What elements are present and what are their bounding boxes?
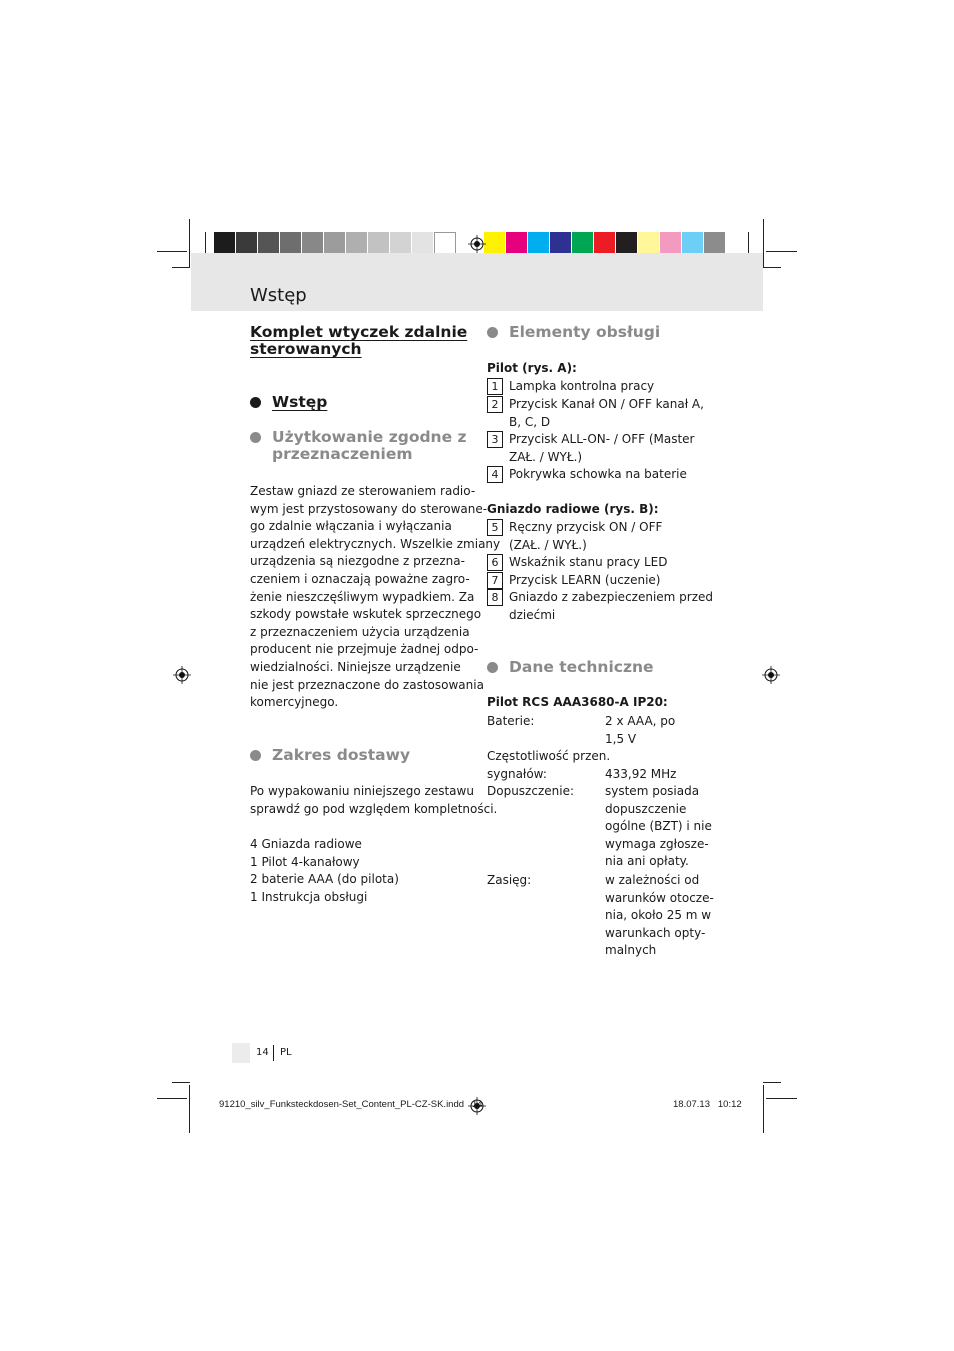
gray-swatch — [412, 232, 434, 255]
language-code: PL — [280, 1047, 292, 1058]
item-number: 3 — [487, 431, 503, 448]
footer-divider — [273, 1045, 274, 1061]
color-swatch — [528, 232, 550, 255]
registration-mark-icon — [468, 235, 486, 253]
usage-heading: Użytkowanie zgodne z przeznaczeniem — [272, 428, 467, 463]
gray-swatch — [434, 232, 456, 255]
spec-value-approval: system posiada dopuszczenie ogólne (BZT) i nie wymaga zgłosze- nia ani opłaty. — [605, 784, 712, 869]
item-number: 8 — [487, 589, 503, 606]
spec-label-range: Zasięg: — [487, 873, 532, 887]
delivery-list — [250, 836, 399, 906]
gray-swatch — [280, 232, 302, 255]
item-number: 7 — [487, 572, 503, 589]
slug-date: 18.07.13 10:12 — [673, 1099, 742, 1110]
spec-label-battery: Baterie: — [487, 714, 535, 728]
footer-marker — [232, 1043, 250, 1063]
color-swatch — [594, 232, 616, 255]
bullet-icon — [487, 662, 498, 673]
spec-label-frequency: Częstotliwość przen. sygnałów: — [487, 749, 611, 781]
controls-heading: Elementy obsługi — [509, 323, 661, 341]
color-swatch — [638, 232, 660, 255]
tech-heading: Dane techniczne — [509, 658, 654, 676]
bullet-icon — [250, 432, 261, 443]
bullet-icon — [250, 397, 261, 408]
color-swatch — [484, 232, 506, 255]
spec-value-range: w zależności od warunków otocze- nia, około 25 m w warunkach opty- malnych — [605, 873, 714, 958]
gray-swatch — [324, 232, 346, 255]
color-swatch — [616, 232, 638, 255]
spec-label-approval: Dopuszczenie: — [487, 784, 574, 798]
item-number: 6 — [487, 554, 503, 571]
item-number: 5 — [487, 519, 503, 536]
bullet-icon — [487, 327, 498, 338]
spec-value-battery: 2 x AAA, po 1,5 V — [605, 714, 676, 746]
color-swatch — [704, 232, 726, 255]
intro-heading: Wstęp — [272, 393, 328, 411]
gray-swatch — [302, 232, 324, 255]
gray-swatch — [346, 232, 368, 255]
page-number: 14 — [256, 1047, 269, 1058]
color-swatch — [506, 232, 528, 255]
color-swatch — [660, 232, 682, 255]
delivery-intro: Po wypakowaniu niniejszego zestawu sprawdź go pod względem kompletności. — [250, 784, 498, 816]
remote-subtitle: Pilot (rys. A): — [487, 361, 577, 375]
spec-value-frequency: 433,92 MHz — [605, 767, 677, 781]
usage-text: Zestaw gniazd ze sterowaniem radio- wym jest przystosowany do sterowane- go zdalnie włączania i wyłączania urządzeń elektrycznych. Wszelkie zmiany urządzenia są niezgodne z przezna- czeniem i oznaczają poważne zagro- żenie nieszczęśliwym wypadkiem. Za szkody powstałe wskutek sprzecznego z przeznaczeniem użycia urządzenia producent nie przejmuje żadnej odpo- wiedzialności. Niniejsze urządzenie nie jest przeznaczone do zastosowania komercyjnego. — [250, 484, 501, 710]
list-item: 1 Instrukcja obsługi — [250, 889, 368, 904]
gray-swatch — [368, 232, 390, 255]
list-item: 4 Gniazda radiowe — [250, 837, 362, 851]
socket-subtitle: Gniazdo radiowe (rys. B): — [487, 502, 659, 516]
gray-swatch — [236, 232, 258, 255]
gray-swatch — [390, 232, 412, 255]
color-swatch — [550, 232, 572, 255]
item-number: 4 — [487, 466, 503, 483]
product-title: Komplet wtyczek zdalnie sterowanych — [250, 323, 468, 358]
slug-filename: 91210_silv_Funksteckdosen-Set_Content_PL-CZ-SK.indd 14 — [219, 1099, 483, 1110]
gray-swatch — [214, 232, 236, 255]
registration-mark-icon — [762, 666, 780, 684]
bullet-icon — [250, 750, 261, 761]
tech-subtitle: Pilot RCS AAA3680-A IP20: — [487, 695, 668, 709]
page-title: Wstęp — [250, 285, 307, 306]
item-number: 1 — [487, 378, 503, 395]
color-swatch — [682, 232, 704, 255]
item-number: 2 — [487, 396, 503, 413]
registration-mark-icon — [173, 666, 191, 684]
delivery-heading: Zakres dostawy — [272, 746, 411, 764]
list-item: 1 Pilot 4-kanałowy — [250, 854, 360, 869]
gray-swatch — [258, 232, 280, 255]
color-swatch — [572, 232, 594, 255]
list-item: 2 baterie AAA (do pilota) — [250, 872, 399, 887]
